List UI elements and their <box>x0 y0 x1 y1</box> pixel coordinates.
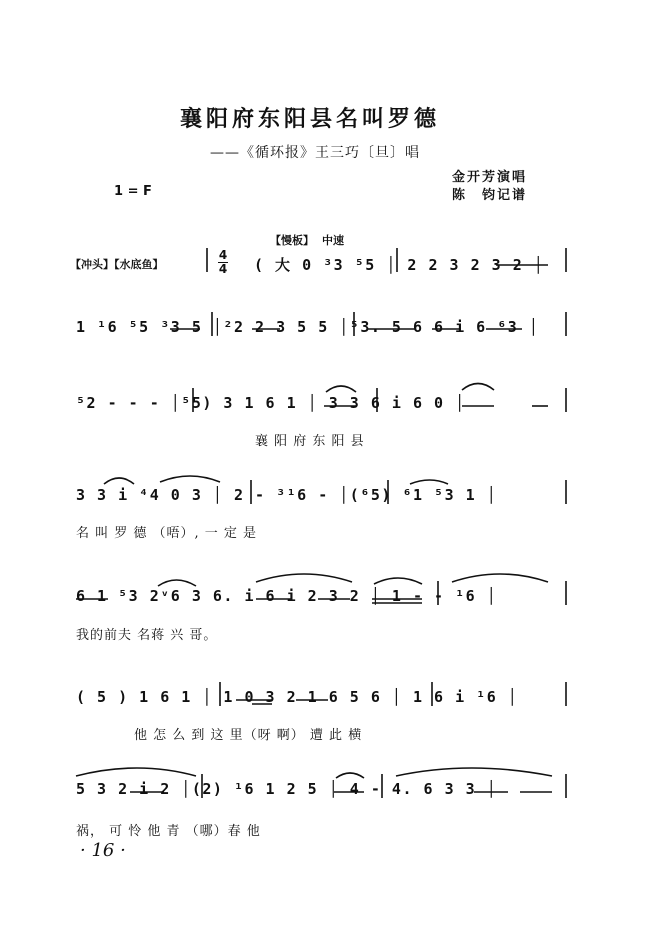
score-line-6-notes: ( 5 ) 1 6 1 │ 1 0 3 2 1 6 5 6 │ 1 6 i ¹6 │ <box>76 688 519 706</box>
song-subtitle: ——《循环报》王三巧〔旦〕唱 <box>210 145 420 161</box>
score-line-4-lyrics: 名 叫 罗 德 （唔）, 一 定 是 <box>76 526 258 541</box>
score-line-1-notes: ( 大 0 ³3 ⁵5 │ 2 2 3 2 3 2 │ <box>254 256 545 274</box>
singer-credit: 金开芳演唱 <box>452 170 528 185</box>
percussion-cue: 【冲头】【水底鱼】 <box>70 258 164 271</box>
score-line-3-notes: ⁵2 - - - │⁵5) 3 1 6 1 │ 3 3 6 i 6 0 │ <box>76 394 466 412</box>
transcriber-credit: 陈 钧记谱 <box>452 188 528 203</box>
score-line-3-lyrics: 襄 阳 府 东 阳 县 <box>255 434 365 449</box>
score-line-5-notes: 6 1 ⁵3 2ᵛ6 3 6. i 6 i 2 3 2 │ 1 - - ¹6 │ <box>76 587 498 605</box>
score-line-5-lyrics: 我的前夫 名蒋 兴 哥。 <box>76 628 218 643</box>
score-line-6-lyrics: 他 怎 么 到 这 里（呀 啊） 遭 此 横 <box>134 728 363 743</box>
time-signature-top: 4 <box>218 248 228 262</box>
score-line-2-notes: 1 ¹6 ⁵5 ³3 5 │²2 2 3 5 5 │⁵3. 5 6 6 i 6 ⁶3 │ <box>76 318 540 336</box>
score-line-7-notes: 5 3 2 i 2 │(2) ¹6 1 2 5 │ 4 - 4. 6 3 3 │ <box>76 780 498 798</box>
key-signature: 1 = F <box>114 184 152 199</box>
tempo-mode: 【慢板】 <box>270 234 314 247</box>
score-line-7-lyrics: 祸， 可 怜 他 青 （哪）春 他 <box>76 824 261 839</box>
page-number: · 16 · <box>80 840 126 861</box>
time-signature-bottom: 4 <box>218 262 228 276</box>
score-line-4-notes: 3 3 i ⁴4 0 3 │ 2 - ³¹6 - │(⁶5) ⁶1 ⁵3 1 │ <box>76 486 498 504</box>
song-title: 襄阳府东阳县名叫罗德 <box>180 106 441 132</box>
tempo-speed: 中速 <box>322 234 344 247</box>
